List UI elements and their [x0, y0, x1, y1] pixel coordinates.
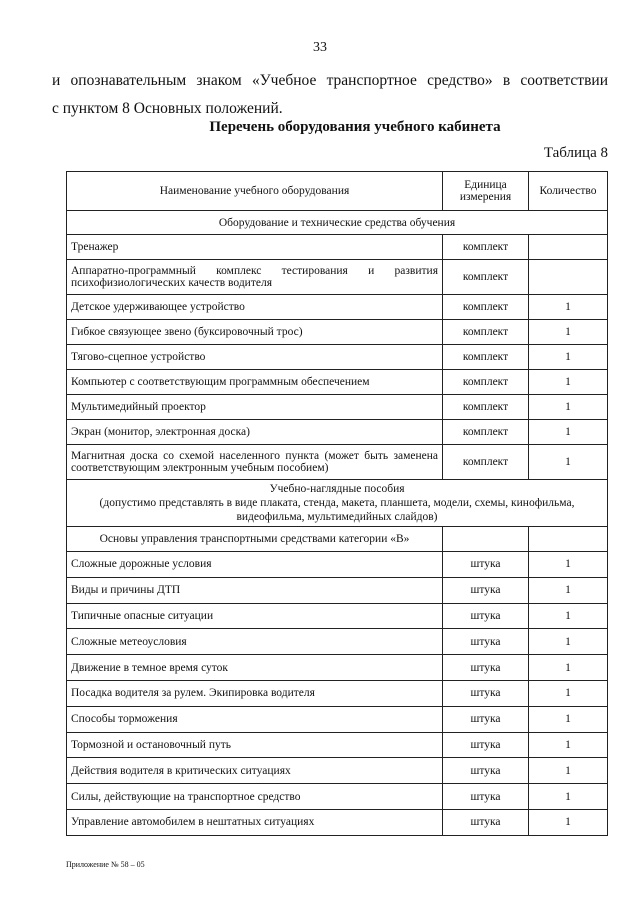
table-row — [67, 260, 608, 295]
section-title: Учебно-наглядные пособия — [269, 483, 405, 495]
equipment-table — [66, 171, 608, 836]
table-row — [67, 655, 608, 681]
row-name: Силы, действующие на транспортное средство — [67, 784, 443, 810]
section-row — [67, 480, 608, 527]
row-name: Движение в темное время суток — [67, 655, 443, 681]
row-unit: штука — [443, 706, 529, 732]
table-row — [67, 445, 608, 480]
table-row — [67, 603, 608, 629]
row-name: Детское удерживающее устройство — [67, 295, 443, 320]
row-qty: 1 — [529, 680, 608, 706]
row-name: Аппаратно-программный комплекс тестирования и развития психофизиологических качеств водителя — [67, 260, 443, 295]
row-qty: 1 — [529, 370, 608, 395]
table-row — [67, 577, 608, 603]
row-qty: 1 — [529, 552, 608, 578]
row-unit: комплект — [443, 295, 529, 320]
row-name: Гибкое связующее звено (буксировочный трос) — [67, 320, 443, 345]
row-name: Магнитная доска со схемой населенного пункта (может быть заменена соответствующим электронным учебным пособием) — [67, 445, 443, 480]
row-name: Тягово-сцепное устройство — [67, 345, 443, 370]
section-note: (допустимо представлять в виде плаката, стенда, макета, планшета, модели, схемы, кинофильма, видеофильма, мультимедийных слайдов) — [99, 497, 575, 523]
table-row — [67, 295, 608, 320]
row-unit: штука — [443, 577, 529, 603]
intro-line-2: с пунктом 8 Основных положений. — [52, 100, 283, 117]
row-qty: 1 — [529, 395, 608, 420]
header-unit: Единица измерения — [443, 172, 529, 211]
row-qty: 1 — [529, 577, 608, 603]
row-name: Тренажер — [67, 235, 443, 260]
table-row — [67, 784, 608, 810]
row-unit — [443, 527, 529, 552]
row-unit: комплект — [443, 345, 529, 370]
table-row — [67, 680, 608, 706]
header-name: Наименование учебного оборудования — [67, 172, 443, 211]
row-qty: 1 — [529, 732, 608, 758]
row-qty: 1 — [529, 603, 608, 629]
row-qty: 1 — [529, 784, 608, 810]
row-unit: комплект — [443, 420, 529, 445]
row-unit: комплект — [443, 395, 529, 420]
row-unit: комплект — [443, 235, 529, 260]
page-number: 33 — [313, 40, 327, 55]
table-row — [67, 809, 608, 835]
row-name: Мультимедийный проектор — [67, 395, 443, 420]
table-header-row — [67, 172, 608, 211]
row-qty: 1 — [529, 629, 608, 655]
row-qty: 1 — [529, 758, 608, 784]
row-unit: комплект — [443, 370, 529, 395]
row-qty: 1 — [529, 420, 608, 445]
page-heading: Перечень оборудования учебного кабинета — [209, 119, 501, 135]
intro-line-1: и опознавательным знаком «Учебное транспортное средство» в соответствии — [52, 72, 608, 89]
row-name: Управление автомобилем в нештатных ситуациях — [67, 809, 443, 835]
row-name: Компьютер с соответствующим программным обеспечением — [67, 370, 443, 395]
row-unit: комплект — [443, 260, 529, 295]
table-row — [67, 732, 608, 758]
table-row — [67, 552, 608, 578]
row-unit: штука — [443, 603, 529, 629]
row-name: Способы торможения — [67, 706, 443, 732]
row-unit: штука — [443, 809, 529, 835]
row-name: Действия водителя в критических ситуациях — [67, 758, 443, 784]
row-name: Виды и причины ДТП — [67, 577, 443, 603]
table-row — [67, 706, 608, 732]
row-unit: штука — [443, 732, 529, 758]
row-name: Сложные метеоусловия — [67, 629, 443, 655]
subsection-title: Основы управления транспортными средствами категории «B» — [67, 527, 443, 552]
row-qty: 1 — [529, 295, 608, 320]
table-row — [67, 758, 608, 784]
header-qty: Количество — [529, 172, 608, 211]
row-name: Тормозной и остановочный путь — [67, 732, 443, 758]
row-name: Типичные опасные ситуации — [67, 603, 443, 629]
table-caption: Таблица 8 — [543, 145, 608, 161]
table-row — [67, 235, 608, 260]
row-unit: штука — [443, 655, 529, 681]
table-row — [67, 629, 608, 655]
row-qty — [529, 260, 608, 295]
subsection-row — [67, 527, 608, 552]
row-unit: штука — [443, 758, 529, 784]
table-row — [67, 345, 608, 370]
row-name: Посадка водителя за рулем. Экипировка водителя — [67, 680, 443, 706]
table-row — [67, 320, 608, 345]
row-unit: штука — [443, 629, 529, 655]
row-qty: 1 — [529, 320, 608, 345]
footer-note: Приложение № 58 – 05 — [66, 860, 145, 869]
row-qty — [529, 235, 608, 260]
row-unit: комплект — [443, 445, 529, 480]
table-row — [67, 420, 608, 445]
section-title-visual-aids — [67, 480, 608, 527]
row-qty: 1 — [529, 445, 608, 480]
row-name: Экран (монитор, электронная доска) — [67, 420, 443, 445]
row-unit: штука — [443, 552, 529, 578]
section-row — [67, 211, 608, 235]
row-unit: комплект — [443, 320, 529, 345]
row-qty: 1 — [529, 706, 608, 732]
row-qty: 1 — [529, 655, 608, 681]
table-row — [67, 395, 608, 420]
row-unit: штука — [443, 680, 529, 706]
row-qty: 1 — [529, 809, 608, 835]
section-title-equipment: Оборудование и технические средства обучения — [67, 211, 608, 235]
row-unit: штука — [443, 784, 529, 810]
row-qty: 1 — [529, 345, 608, 370]
row-name: Сложные дорожные условия — [67, 552, 443, 578]
table-row — [67, 370, 608, 395]
row-qty — [529, 527, 608, 552]
